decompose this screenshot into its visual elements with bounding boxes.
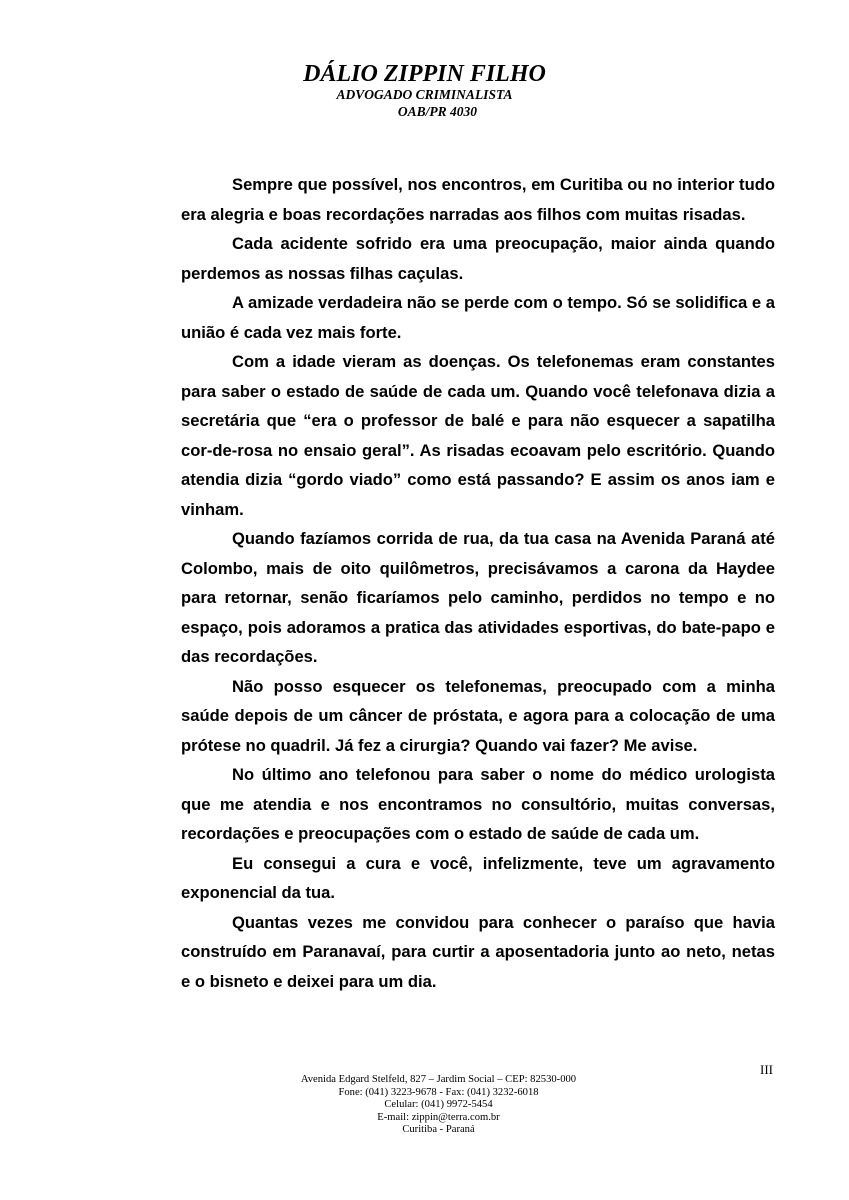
footer-city: Curitiba - Paraná <box>402 1124 475 1135</box>
lawyer-title: ADVOGADO CRIMINALISTA <box>336 87 513 102</box>
footer-email: E-mail: zippin@terra.com.br <box>377 1111 500 1123</box>
paragraph: Não posso esquecer os telefonemas, preocupado com a minha saúde depois de um câncer de próstata, e agora para a colocação de uma prótese no quadril. Já fez a cirurgia? Quando vai fazer? Me avise. <box>181 676 775 755</box>
paragraph: Cada acidente sofrido era uma preocupação, maior ainda quando perdemos as nossas filhas caçulas. <box>181 234 775 283</box>
paragraph: Eu consegui a cura e você, infelizmente, teve um agravamento exponencial da tua. <box>181 853 775 902</box>
footer-address: Avenida Edgard Stelfeld, 827 – Jardim Social – CEP: 82530-000 <box>300 1074 577 1085</box>
lawyer-name: DÁLIO ZIPPIN FILHO <box>303 61 546 87</box>
oab-registration: OAB/PR 4030 <box>397 104 478 119</box>
footer-contact <box>0 1074 849 1137</box>
footer-phone: Fone: (041) 3223-9678 - Fax: (041) 3232-6018 <box>338 1086 539 1098</box>
paragraph: Quantas vezes me convidou para conhecer o paraíso que havia construído em Paranavaí, para curtir a aposentadoria junto ao neto, netas e o bisneto e deixei para um dia. <box>181 912 775 991</box>
paragraph: Com a idade vieram as doenças. Os telefonemas eram constantes para saber o estado de saúde de cada um. Quando você telefonava dizia a secretária que “era o professor de balé e para não esquecer a sapatilha cor-de-rosa no ensaio geral”. As risadas ecoavam pelo escritório. Quando atendia dizia “gordo viado” como está passando? E assim os anos iam e vinham. <box>181 352 775 519</box>
paragraph: A amizade verdadeira não se perde com o tempo. Só se solidifica e a união é cada vez mais forte. <box>181 293 775 342</box>
paragraph: Quando fazíamos corrida de rua, da tua casa na Avenida Paraná até Colombo, mais de oito quilômetros, precisávamos a carona da Haydee para retornar, senão ficaríamos pelo caminho, perdidos no tempo e no espaço, pois adoramos a pratica das atividades esportivas, do bate-papo e das recordações. <box>181 529 775 666</box>
page-number: III <box>760 1062 773 1077</box>
footer-mobile: Celular: (041) 9972-5454 <box>384 1099 493 1110</box>
paragraph: No último ano telefonou para saber o nome do médico urologista que me atendia e nos encontramos no consultório, muitas conversas, recordações e preocupações com o estado de saúde de cada um. <box>181 765 775 843</box>
paragraph: Sempre que possível, nos encontros, em Curitiba ou no interior tudo era alegria e boas recordações narradas aos filhos com muitas risadas. <box>181 175 775 224</box>
letter-body <box>181 170 775 996</box>
